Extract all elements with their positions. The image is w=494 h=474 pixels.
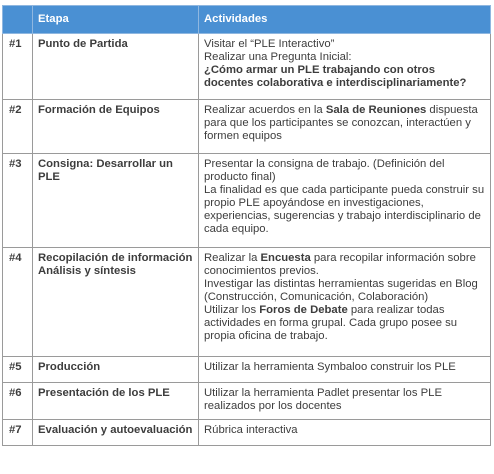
activity-text: para realizar todas actividades en forma grupal. Cada grupo posee su propia oficina de trabajo.	[204, 304, 458, 342]
header-stage: Etapa	[33, 6, 199, 34]
row-stage: Evaluación y autoevaluación	[33, 420, 199, 446]
activity-line	[204, 158, 486, 184]
header-num	[3, 6, 33, 34]
activity-line	[204, 184, 486, 236]
row-stage: Formación de Equipos	[33, 100, 199, 154]
activity-text: Investigar las distintas herramientas sugeridas en Blog (Construcción, Comunicación, Colaboración)	[204, 278, 478, 303]
row-activities	[199, 383, 491, 420]
activity-line	[204, 424, 486, 437]
row-number: #4	[3, 248, 33, 357]
table-body	[3, 34, 491, 446]
activity-line	[204, 64, 486, 90]
row-activities	[199, 100, 491, 154]
row-stage: Presentación de los PLE	[33, 383, 199, 420]
row-stage: Recopilación de información Análisis y síntesis	[33, 248, 199, 357]
row-number: #2	[3, 100, 33, 154]
table-row	[3, 100, 491, 154]
activity-text-bold: Foros de Debate	[259, 304, 348, 316]
row-number: #1	[3, 34, 33, 100]
table-row	[3, 357, 491, 383]
activity-line	[204, 278, 486, 304]
activity-text: Realizar acuerdos en la	[204, 104, 326, 116]
activity-line	[204, 387, 486, 413]
activity-line	[204, 38, 486, 51]
activity-text: Rúbrica interactiva	[204, 424, 298, 436]
row-number: #6	[3, 383, 33, 420]
row-number: #7	[3, 420, 33, 446]
row-stage: Consigna: Desarrollar un PLE	[33, 154, 199, 248]
activity-text: Utilizar la herramienta Symbaloo construir los PLE	[204, 361, 456, 373]
row-stage: Producción	[33, 357, 199, 383]
activity-text-bold: ¿Cómo armar un PLE trabajando con otros docentes colaborativa e interdisciplinariamente?	[204, 64, 467, 89]
activity-line	[204, 361, 486, 374]
table-row	[3, 248, 491, 357]
header-row	[3, 6, 491, 34]
activity-line	[204, 51, 486, 64]
row-activities	[199, 154, 491, 248]
activity-text: Utilizar la herramienta Padlet presentar los PLE realizados por los docentes	[204, 387, 442, 412]
activity-text-bold: Sala de Reuniones	[325, 104, 427, 116]
activity-line	[204, 304, 486, 343]
activity-text-bold: Encuesta	[260, 252, 311, 264]
activity-line	[204, 104, 486, 143]
row-activities	[199, 420, 491, 446]
table-row	[3, 34, 491, 100]
table-row	[3, 383, 491, 420]
activity-text: para recopilar información sobre conocimientos previos.	[204, 252, 476, 277]
activity-text: Realizar la	[204, 252, 261, 264]
row-number: #3	[3, 154, 33, 248]
table-row	[3, 420, 491, 446]
activity-text: Utilizar los	[204, 304, 260, 316]
header-activities: Actividades	[199, 6, 491, 34]
table-row	[3, 154, 491, 248]
activity-text: Visitar el “PLE Interactivo”	[204, 38, 335, 50]
row-stage: Punto de Partida	[33, 34, 199, 100]
row-number: #5	[3, 357, 33, 383]
activity-line	[204, 252, 486, 278]
row-activities	[199, 357, 491, 383]
activity-text: Realizar una Pregunta Inicial:	[204, 51, 352, 63]
row-activities	[199, 34, 491, 100]
activity-text: Presentar la consigna de trabajo. (Definición del producto final)	[204, 158, 445, 183]
stages-table	[2, 5, 491, 446]
activity-text: La finalidad es que cada participante pueda construir su propio PLE apoyándose en investigaciones, experiencias, sugerencias y trabajo interdisciplinario de cada equipo.	[204, 184, 485, 235]
table-header	[3, 6, 491, 34]
activity-text: dispuesta para que los participantes se conozcan, interactúen y formen equipos	[204, 104, 478, 142]
row-activities	[199, 248, 491, 357]
